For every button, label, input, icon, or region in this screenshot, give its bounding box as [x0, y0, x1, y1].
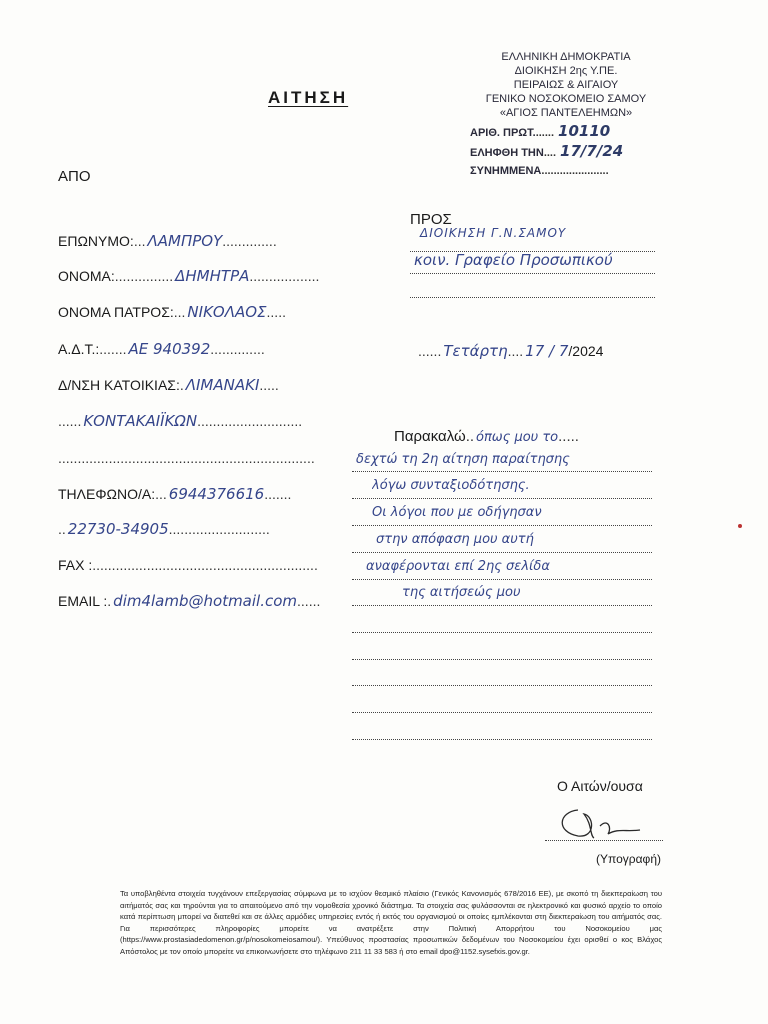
request-text-line: της αιτήσεώς μου [402, 585, 521, 600]
address-label: Δ/ΝΣΗ ΚΑΤΟΙΚΙΑΣ: [58, 377, 180, 393]
id-row: Α.Δ.Τ.:....... ΑΕ 940392.............. [58, 340, 265, 358]
request-line [352, 631, 652, 633]
applicant-label: Ο Αιτών/ουσα [557, 778, 643, 794]
stamp-received-label: ΕΛΗΦΘΗ ΤΗΝ [470, 147, 544, 159]
surname-row: ΕΠΩΝΥΜΟ:... ΛΑΜΠΡΟΥ.............. [58, 232, 277, 250]
please-label: Παρακαλώ [394, 428, 466, 445]
registry-stamp [466, 50, 666, 178]
document-title: ΑΙΤΗΣΗ [268, 88, 349, 107]
date-year: /2024 [568, 343, 604, 359]
phone-row-2: .. 22730-34905.......................... [58, 520, 270, 538]
request-line [352, 551, 652, 553]
please-row: Παρακαλώ.. όπως μου το..... [394, 428, 579, 445]
from-heading: ΑΠΟ [58, 168, 91, 185]
address-value: ΛΙΜΑΝΑΚΙ [185, 376, 260, 394]
recipient-line-1: ΔΙΟΙΚΗΣΗ Γ.Ν.ΣΑΜΟΥ [420, 226, 567, 240]
phone-value: 6944376616 [168, 485, 265, 503]
father-name-label: ΟΝΟΜΑ ΠΑΤΡΟΣ: [58, 304, 174, 320]
email-row: EMAIL :. dim4lamb@hotmail.com...... [58, 592, 321, 610]
stamp-attached-row: ΣΥΝΗΜΜΕΝΑ...................... [470, 165, 609, 177]
please-value: όπως μου το [476, 430, 559, 445]
father-name-value: ΝΙΚΟΛΑΟΣ [187, 303, 267, 321]
privacy-notice: Τα υποβληθέντα στοιχεία τυγχάνουν επεξεργασίας σύμφωνα με το ισχύον θεσμικό πλαίσιο (Γενικός Κανονισμός 678/2016 ΕΕ), με σκοπό τη διεκπεραίωση του αιτήματός σας και τηρούνται για το απαιτούμενο από την νομοθεσία χρονικό διάστημα. Τα στοιχεία σας φυλάσσονται σε ηλεκτρονικό και φυσικό αρχείο το οποίο κατά περίπτωση μπορεί να διατεθεί και σε άλλες αρμόδιες υπηρεσίες εντός ή εκτός του οργανισμού οι οποίες εμπλέκονται στη διεκπεραίωση του αιτήματός σας. Για περισσότερες πληροφορίες μπορείτε να ανατρέξετε στην Πολιτική Απορρήτου του Νοσοκομείου μας (https://www.prostasiadedomenon.gr/p/nosokomeiosamou/). Υπεύθυνος προστασίας προσωπικών δεδομένων του Νοσοκομείου έχει ορισθεί ο κος Βλάχος Απόστολος με τον οποίο μπορείτε να επικοινωνήσετε στο τηλέφωνο 211 11 33 583 ή στο email dpo@1152.sysefxis.gov.gr. [120, 889, 662, 956]
date-value: 17 / 7 [525, 342, 569, 360]
request-text-line: Οι λόγοι που με οδήγησαν [372, 505, 542, 520]
scan-mark [738, 524, 742, 528]
phone-row: ΤΗΛΕΦΩΝΟ/Α:... 6944376616....... [58, 485, 292, 503]
phone-value-2: 22730-34905 [67, 520, 169, 538]
request-line [352, 658, 652, 660]
to-heading: ΠΡΟΣ [410, 211, 452, 228]
fax-label: FAX : [58, 557, 93, 573]
name-label: ΟΝΟΜΑ: [58, 268, 115, 284]
address-row-2: ...... ΚΟΝΤΑΚΑΙΪΚΩΝ........................... [58, 412, 303, 430]
stamp-line: «ΑΓΙΟΣ ΠΑΝΤΕΛΕΗΜΩΝ» [499, 107, 633, 119]
surname-label: ΕΠΩΝΥΜΟ: [58, 233, 134, 249]
stamp-protocol-label: ΑΡΙΘ. ΠΡΩΤ. [470, 127, 536, 139]
stamp-line: ΠΕΙΡΑΙΩΣ & ΑΙΓΑΙΟΥ [513, 79, 619, 91]
stamp-received-row: ΕΛΗΦΘΗ ΤΗΝ.... 17/7/24 [470, 142, 624, 160]
request-text-line: αναφέρονται επί 2ης σελίδα [366, 559, 550, 574]
email-label: EMAIL : [58, 593, 108, 609]
stamp-line: ΕΛΛΗΝΙΚΗ ΔΗΜΟΚΡΑΤΙΑ [501, 51, 631, 63]
stamp-protocol-row: ΑΡΙΘ. ΠΡΩΤ....... 10110 [470, 122, 611, 140]
phone-label: ΤΗΛΕΦΩΝΟ/Α: [58, 486, 156, 502]
date-row: ...... Τετάρτη.... 17 / 7/2024 [418, 342, 604, 360]
stamp-line: ΔΙΟΙΚΗΣΗ 2ης Υ.ΠΕ. [514, 65, 618, 77]
request-line [352, 738, 652, 740]
request-line [352, 604, 652, 606]
stamp-attached-label: ΣΥΝΗΜΜΕΝΑ [470, 165, 542, 177]
request-line [352, 578, 652, 580]
recipient-line [410, 296, 655, 298]
name-row: ΟΝΟΜΑ:............... ΔΗΜΗΤΡΑ.................. [58, 267, 320, 285]
address-row-3: .................................................................. [58, 450, 315, 466]
id-label: Α.Δ.Τ.: [58, 341, 100, 357]
address-value-2: ΚΟΝΤΑΚΑΙΪΚΩΝ [83, 412, 198, 430]
recipient-line [410, 272, 655, 274]
signature-caption: (Υπογραφή) [596, 852, 661, 866]
recipient-line-2: κοιν. Γραφείο Προσωπικού [414, 251, 613, 269]
fax-row: FAX :.......................................................... [58, 557, 318, 573]
id-value: ΑΕ 940392 [128, 340, 211, 358]
request-text-line: λόγω συνταξιοδότησης. [372, 478, 530, 493]
name-value: ΔΗΜΗΤΡΑ [175, 267, 250, 285]
request-text-line: δεχτώ τη 2η αίτηση παραίτησης [356, 452, 570, 467]
request-line [352, 684, 652, 686]
request-line [352, 470, 652, 472]
signature-line [545, 840, 663, 841]
stamp-received-value: 17/7/24 [560, 142, 624, 160]
stamp-protocol-value: 10110 [558, 122, 611, 140]
surname-value: ΛΑΜΠΡΟΥ [147, 232, 223, 250]
request-line [352, 711, 652, 713]
request-line [352, 497, 652, 499]
request-line [352, 524, 652, 526]
request-text-line: στην απόφαση μου αυτή [376, 532, 534, 547]
stamp-line: ΓΕΝΙΚΟ ΝΟΣΟΚΟΜΕΙΟ ΣΑΜΟΥ [485, 93, 647, 105]
email-value: dim4lamb@hotmail.com [113, 592, 298, 610]
father-name-row: ΟΝΟΜΑ ΠΑΤΡΟΣ:... ΝΙΚΟΛΑΟΣ..... [58, 303, 286, 321]
address-row: Δ/ΝΣΗ ΚΑΤΟΙΚΙΑΣ:. ΛΙΜΑΝΑΚΙ..... [58, 376, 279, 394]
date-day: Τετάρτη [443, 342, 508, 360]
